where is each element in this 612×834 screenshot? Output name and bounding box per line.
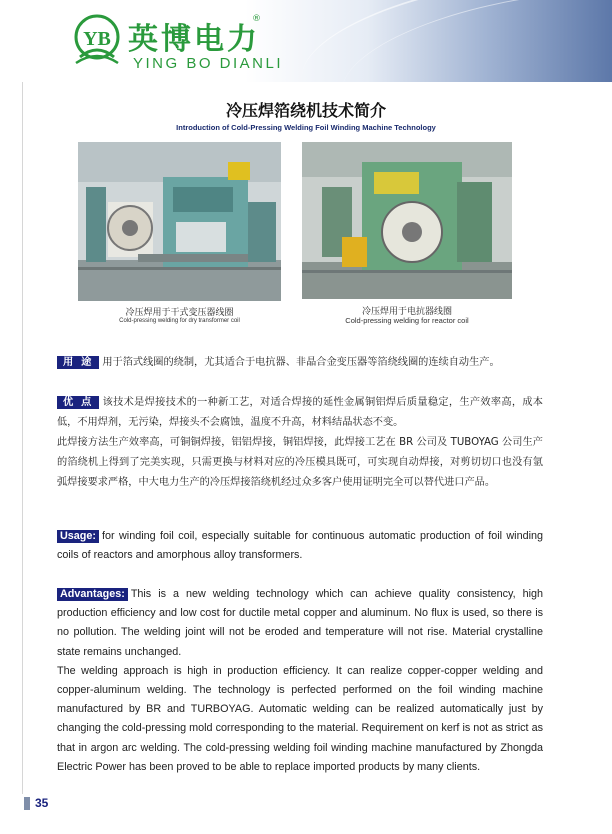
figure-1-caption-chinese: 冷压焊用于干式变压器线圈 <box>125 308 234 318</box>
advantages-text-chinese: 该技术是焊接技术的一种新工艺，对适合焊接的延性金属铜铝焊后质量稳定，生产效率高，成本低，不用焊剂，无污染，焊接头不会腐蚀，温度不升高，材料结晶状态不变。 <box>57 397 543 428</box>
dry-transformer-machine-photo <box>78 142 281 301</box>
reactor-coil-machine-photo <box>302 142 512 299</box>
usage-text-english: for winding foil coil, especially suitable for continuous automatic production of foil winding coils of reactors and amorphous alloy transformers. <box>57 530 543 562</box>
usage-paragraph-chinese <box>57 353 543 373</box>
advantages-label-english: Advantages: <box>57 588 128 601</box>
usage-paragraph-english <box>57 527 543 565</box>
usage-label-english: Usage: <box>57 530 99 543</box>
page-number: 35 <box>35 796 49 810</box>
page-title-chinese: 冷压焊箔绕机技术简介 <box>225 101 386 120</box>
figure-2-caption-english: Cold-pressing welding for reactor coil <box>345 316 469 325</box>
advantages-label-chinese: 优点 <box>57 396 99 409</box>
figure-2-caption-chinese: 冷压焊用于电抗器线圈 <box>361 307 452 317</box>
registered-mark: ® <box>252 14 261 24</box>
advantages-text2-english: The welding approach is high in production efficiency. It can realize copper-copper welding and copper-aluminum welding. The technology is perfected performed on the foil winding machine manufactured by BR and TURBOYAG. Automatic welding can be realized automatically just by changing the cold-pressing mold corresponding to the material. Requirement on kerf is not as strict as that in argon arc welding. The cold-pressing welding foil winding machine manufactured by Zhongda Electric Power has been proved to be able to replace imported products by many clients. <box>57 664 543 773</box>
usage-label-chinese: 用途 <box>57 356 99 369</box>
usage-text-chinese: 用于箔式线圈的绕制，尤其适合于电抗器、非晶合金变压器等箔绕线圈的连续自动生产。 <box>102 357 500 368</box>
page-title-english: Introduction of Cold-Pressing Welding Foil Winding Machine Technology <box>176 123 436 132</box>
advantages-paragraph-english <box>57 585 543 777</box>
advantages-text-english: This is a new welding technology which can achieve quality consistency, high production efficiency and low cost for ductile metal copper and aluminum. No flux is used, so there is no pollution. The welding joint will not be eroded and temperature will not rise. Material crystalline state remains unchanged. <box>57 588 543 658</box>
figure-1-caption-english: Cold-pressing welding for dry transformer coil <box>119 318 240 324</box>
advantages-text2-chinese: 此焊接方法生产效率高，可铜铜焊接，铝铝焊接，铜铝焊接，此焊接工艺在 BR 公司及 TUBOYAG 公司生产的箔绕机上得到了完美实现，只需更换与材料对应的冷压模具既可，可实现自动焊接，对剪切切口也没有氩弧焊接要求严格，中大电力生产的冷压焊接箔绕机经过众多客户使用证明完全可以替代进口产品。 <box>57 437 543 488</box>
left-margin-rule <box>22 82 23 794</box>
svg-text:YB: YB <box>83 28 111 50</box>
page-number-marker <box>24 797 30 810</box>
brand-name-english: YING BO DIANLI <box>133 55 284 72</box>
brand-name-chinese: 英博电力 <box>128 22 260 57</box>
advantages-paragraph-chinese <box>57 393 543 493</box>
yb-leaf-logo-icon <box>70 13 124 67</box>
